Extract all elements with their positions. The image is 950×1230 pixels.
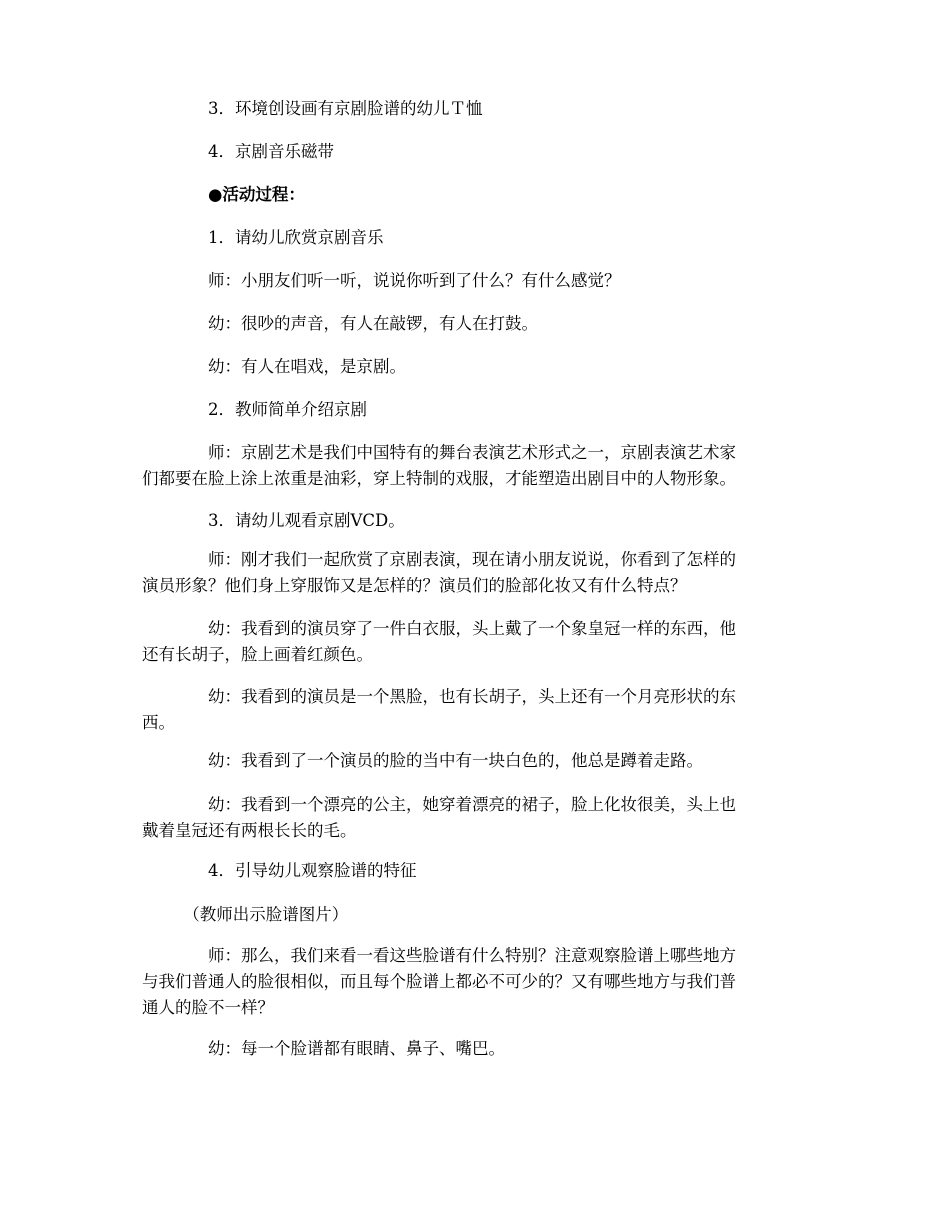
- text-line: 演员形象？他们身上穿服饰又是怎样的？演员们的脸部化妆又有什么特点？: [142, 576, 687, 595]
- text-line: 师：小朋友们听一听，说说你听到了什么？有什么感觉？: [142, 271, 621, 290]
- paragraph-step-1: [142, 225, 812, 251]
- text-line: 3．环境创设画有京剧脸谱的幼儿Ｔ恤: [142, 99, 483, 118]
- paragraph-child-answer-1: [142, 311, 812, 337]
- paragraph-child-answer-7: [142, 1036, 812, 1062]
- text-line: 4．引导幼儿观察脸谱的特征: [142, 861, 417, 880]
- text-line: 与我们普通人的脸很相似，而且每个脸谱上都必不可少的？又有哪些地方与我们普: [142, 972, 736, 991]
- text-line: 师：刚才我们一起欣赏了京剧表演，现在请小朋友说说，你看到了怎样的: [142, 550, 736, 569]
- text-line: 通人的脸不一样？: [142, 998, 274, 1017]
- text-line: 3．请幼儿观看京剧VCD。: [142, 511, 405, 530]
- text-line: ●活动过程：: [142, 185, 305, 204]
- text-line: 师：那么，我们来看一看这些脸谱有什么特别？注意观察脸谱上哪些地方: [142, 946, 736, 965]
- paragraph-teacher-question-3: [142, 943, 812, 1021]
- paragraph-teacher-intro: [142, 440, 812, 492]
- paragraph-materials-4: [142, 139, 812, 165]
- paragraph-teacher-shows-pictures: [142, 902, 812, 928]
- text-line: 1．请幼儿欣赏京剧音乐: [142, 228, 384, 247]
- text-line: （教师出示脸谱图片）: [142, 905, 349, 924]
- paragraph-child-answer-5: [142, 748, 812, 774]
- text-line: 还有长胡子，脸上画着红颜色。: [142, 645, 373, 664]
- text-line: 幼：有人在唱戏，是京剧。: [142, 357, 406, 376]
- text-line: 幼：每一个脸谱都有眼睛、鼻子、嘴巴。: [142, 1039, 505, 1058]
- paragraph-child-answer-6: [142, 792, 812, 844]
- paragraph-materials-3: [142, 96, 812, 122]
- paragraph-teacher-question-1: [142, 268, 812, 294]
- paragraph-child-answer-4: [142, 684, 812, 736]
- text-line: 西。: [142, 713, 175, 732]
- text-line: 幼：很吵的声音，有人在敲锣，有人在打鼓。: [142, 314, 538, 333]
- text-line: 幼：我看到了一个演员的脸的当中有一块白色的，他总是蹲着走路。: [142, 751, 703, 770]
- paragraph-child-answer-3: [142, 616, 812, 668]
- paragraph-step-4: [142, 858, 812, 884]
- section-heading-activity-process: [142, 182, 812, 208]
- text-line: 幼：我看到一个漂亮的公主，她穿着漂亮的裙子，脸上化妆很美，头上也: [142, 795, 736, 814]
- text-line: 师：京剧艺术是我们中国特有的舞台表演艺术形式之一，京剧表演艺术家: [142, 443, 736, 462]
- paragraph-step-2: [142, 397, 812, 423]
- paragraph-child-answer-2: [142, 354, 812, 380]
- text-line: 2．教师简单介绍京剧: [142, 400, 367, 419]
- text-line: 们都要在脸上涂上浓重是油彩，穿上特制的戏服，才能塑造出剧目中的人物形象。: [142, 469, 736, 488]
- text-line: 4．京剧音乐磁带: [142, 142, 334, 161]
- text-line: 幼：我看到的演员穿了一件白衣服，头上戴了一个象皇冠一样的东西，他: [142, 619, 736, 638]
- text-line: 幼：我看到的演员是一个黑脸，也有长胡子，头上还有一个月亮形状的东: [142, 687, 736, 706]
- paragraph-step-3: [142, 508, 812, 534]
- paragraph-teacher-question-2: [142, 547, 812, 599]
- text-line: 戴着皇冠还有两根长长的毛。: [142, 821, 357, 840]
